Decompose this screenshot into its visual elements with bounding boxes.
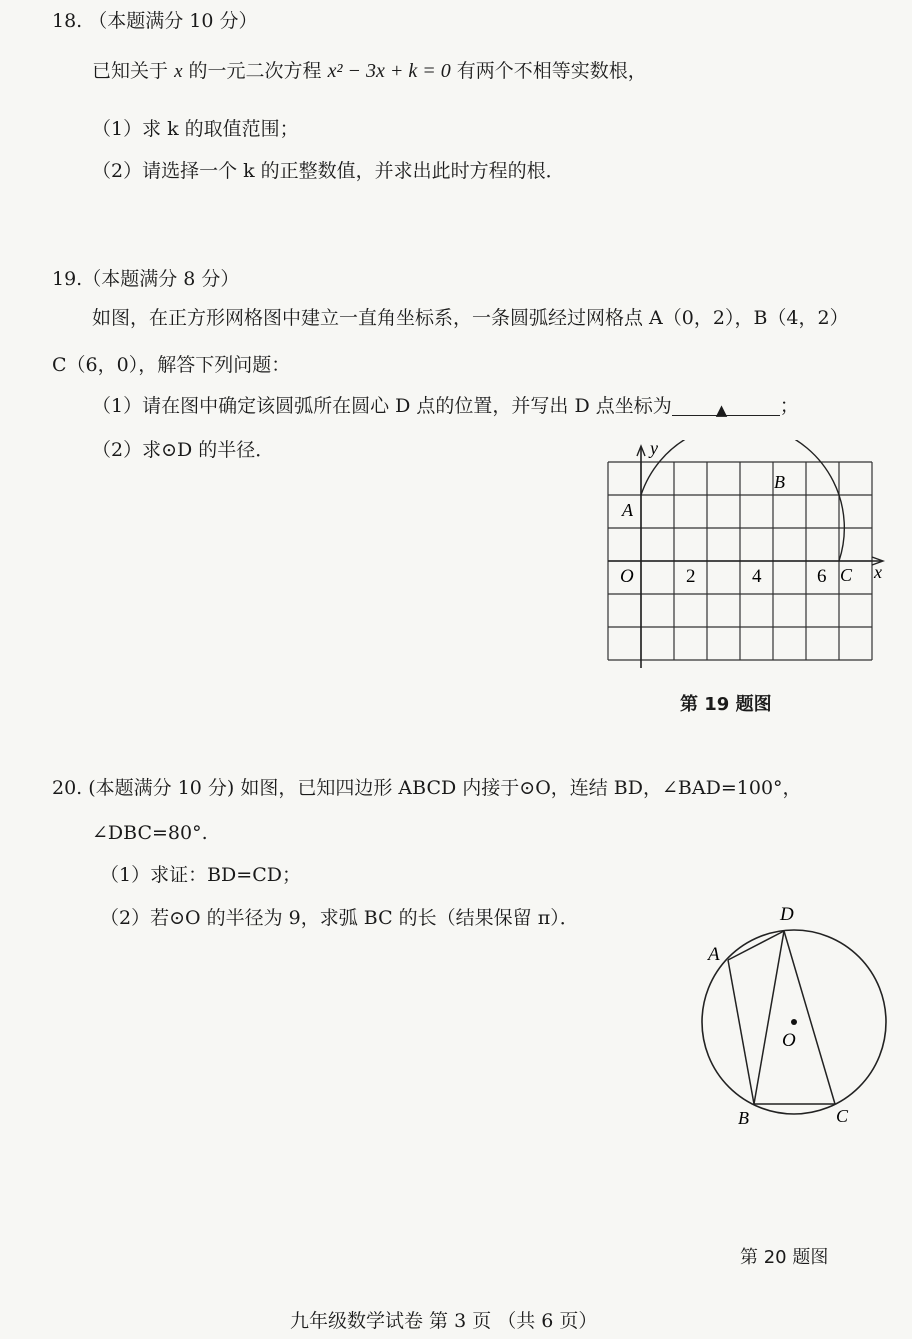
q20-caption: 第 20 题图 [740,1247,829,1268]
point-o-label: O [782,1030,796,1051]
q18-equation: x² − 3x + k = 0 [327,60,451,82]
q19-stem-line2: C（6，0），解答下列问题： [52,354,291,376]
q19-part1 [92,393,799,419]
q20-part2: （2）若⊙O 的半径为 9，求弧 BC 的长（结果保留 π）． [100,907,579,929]
q18-stem-before: 已知关于 [92,60,169,82]
q19-number: 19. [52,268,83,290]
point-a-label-20: A [708,944,720,965]
q19-points: （本题满分 8 分） [82,268,240,290]
q19-figure [598,440,888,680]
q19-answer-blank[interactable] [672,395,780,419]
tick-6-label: 6 [817,566,827,587]
q18-stem [92,58,647,85]
point-c-label-20: C [836,1106,849,1126]
q18-points: （本题满分 10 分） [88,10,258,32]
q20-line2: ∠DBC=80°. [92,822,208,844]
blank-triangle-icon: ▲ [715,401,728,419]
q18-stem-mid: 的一元二次方程 [188,60,322,82]
point-a-label: A [622,500,633,520]
q19-header [52,266,239,292]
q18-stem-after: 有两个不相等实数根， [456,60,647,82]
origin-label: O [620,566,634,587]
q18-part1: （1）求 k 的取值范围； [92,118,299,140]
tick-2-label: 2 [686,566,696,587]
q19-part1-text: （1）请在图中确定该圆弧所在圆心 D 点的位置，并写出 D 点坐标为 [92,395,672,417]
point-b-label-20: B [738,1108,749,1128]
q19-part1-end: ； [779,395,799,417]
center-o-dot [791,1019,797,1025]
q18-part2: （2）请选择一个 k 的正整数值，并求出此时方程的根． [92,160,565,182]
point-c-label: C [840,565,853,585]
q19-caption: 第 19 题图 [680,694,772,715]
q19-stem-line1: 如图，在正方形网格图中建立一直角坐标系，一条圆弧经过网格点 A（0，2），B（4，2） [92,307,849,329]
q20-figure [690,900,900,1130]
tick-4-label: 4 [752,566,762,587]
q18-var-x: x [174,61,183,82]
q20-line1 [52,775,802,801]
q20-line1-text: (本题满分 10 分) 如图，已知四边形 ABCD 内接于⊙O，连结 BD，∠BAD=100°， [88,777,802,799]
q18-header [52,8,258,34]
axis-y-label: y [650,440,658,458]
q18-number: 18. [52,10,83,32]
q20-part1: （1）求证：BD=CD； [100,864,301,886]
q20-number: 20. [52,777,83,799]
point-b-label: B [774,472,785,492]
point-d-label: D [780,904,794,925]
q19-arc [641,440,844,561]
quadrilateral-abcd [728,931,835,1104]
page-footer: 九年级数学试卷 第 3 页 （共 6 页） [290,1310,598,1332]
axis-x-label: x [874,562,882,582]
q19-part2: （2）求⊙D 的半径． [92,439,275,461]
